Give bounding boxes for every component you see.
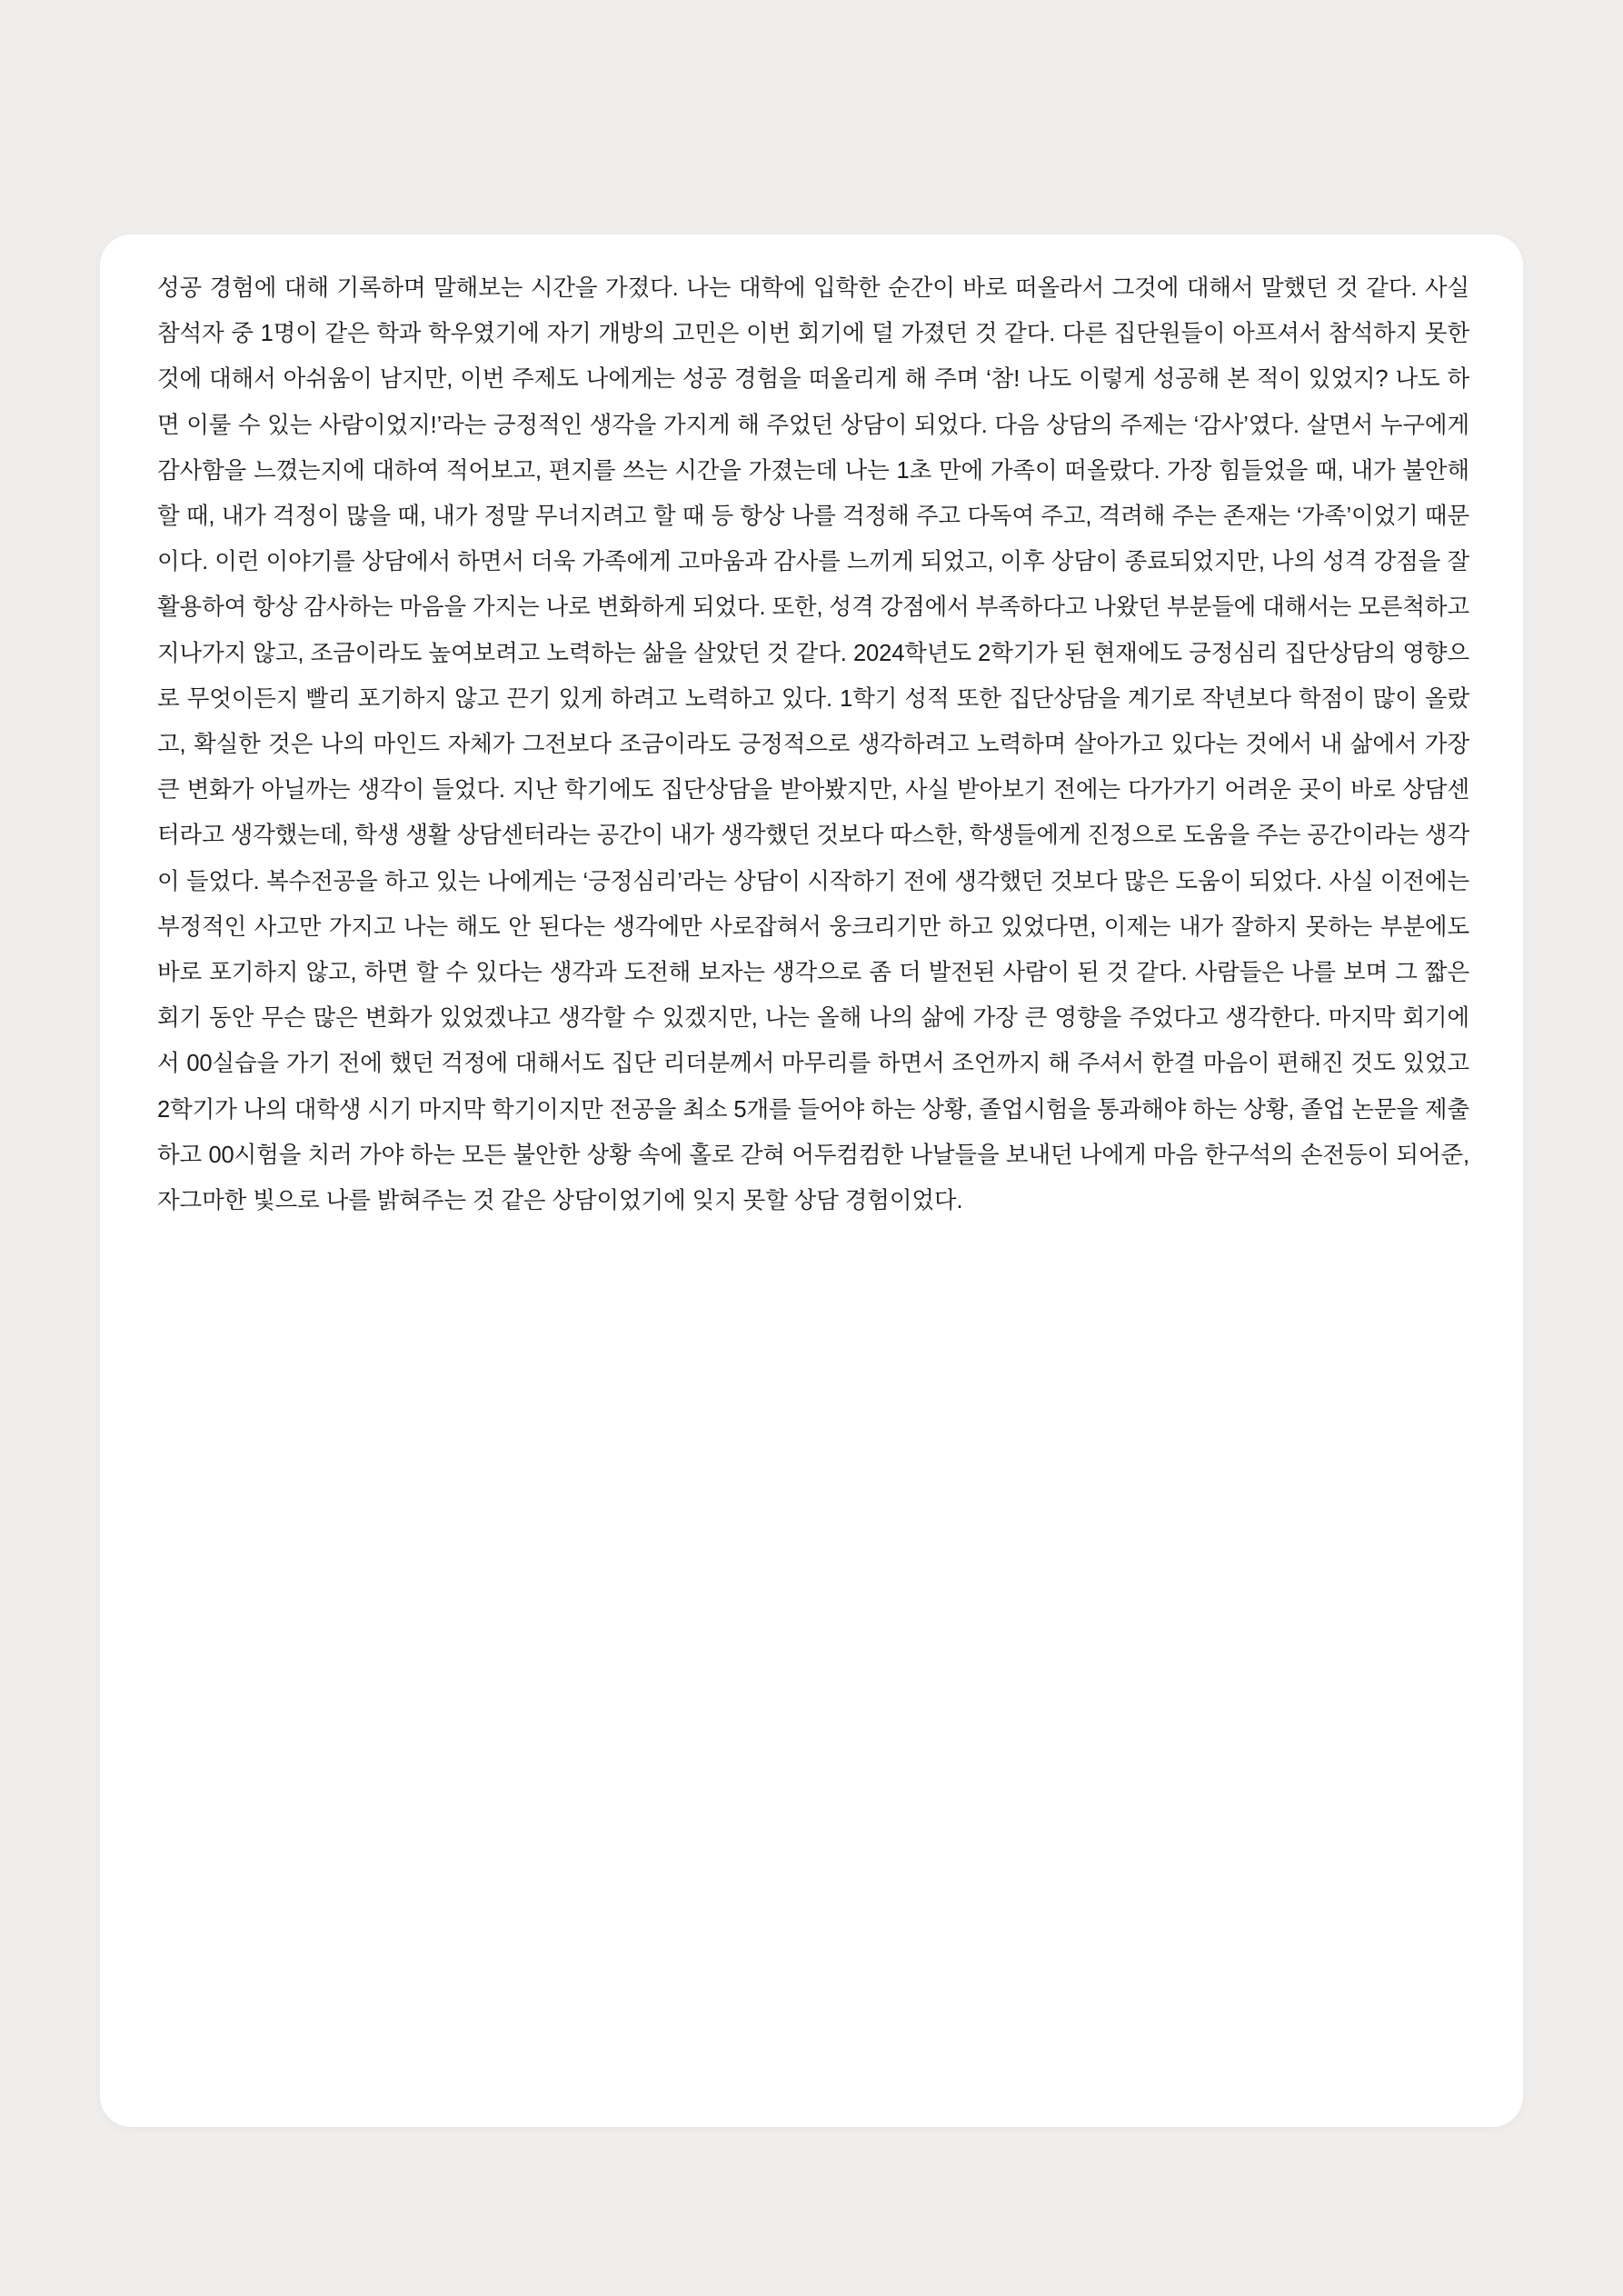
document-text-block [157, 265, 1469, 1223]
document-paragraph: 성공 경험에 대해 기록하며 말해보는 시간을 가졌다. 나는 대학에 입학한 순간이 바로 떠올라서 그것에 대해서 말했던 것 같다. 사실 참석자 중 1명이 같은 학과 학우였기에 자기 개방의 고민은 이번 회기에 덜 가졌던 것 같다. 다른 집단원들이 아프셔서 참석하지 못한 것에 대해서 아쉬움이 남지만, 이번 주제도 나에게는 성공 경험을 떠올리게 해 주며 ‘참! 나도 이렇게 성공해 본 적이 있었지? 나도 하면 이룰 수 있는 사람이었지!’라는 긍정적인 생각을 가지게 해 주었던 상담이 되었다. 다음 상담의 주제는 ‘감사’였다. 살면서 누구에게 감사함을 느꼈는지에 대하여 적어보고, 편지를 쓰는 시간을 가졌는데 나는 1초 만에 가족이 떠올랐다. 가장 힘들었을 때, 내가 불안해할 때, 내가 걱정이 많을 때, 내가 정말 무너지려고 할 때 등 항상 나를 걱정해 주고 다독여 주고, 격려해 주는 존재는 ‘가족’이었기 때문이다. 이런 이야기를 상담에서 하면서 더욱 가족에게 고마움과 감사를 느끼게 되었고, 이후 상담이 종료되었지만, 나의 성격 강점을 잘 활용하여 항상 감사하는 마음을 가지는 나로 변화하게 되었다. 또한, 성격 강점에서 부족하다고 나왔던 부분들에 대해서는 모른척하고 지나가지 않고, 조금이라도 높여보려고 노력하는 삶을 살았던 것 같다. 2024학년도 2학기가 된 현재에도 긍정심리 집단상담의 영향으로 무엇이든지 빨리 포기하지 않고 끈기 있게 하려고 노력하고 있다. 1학기 성적 또한 집단상담을 계기로 작년보다 학점이 많이 올랐고, 확실한 것은 나의 마인드 자체가 그전보다 조금이라도 긍정적으로 생각하려고 노력하며 살아가고 있다는 것에서 내 삶에서 가장 큰 변화가 아닐까는 생각이 들었다. 지난 학기에도 집단상담을 받아봤지만, 사실 받아보기 전에는 다가가기 어려운 곳이 바로 상담센터라고 생각했는데, 학생 생활 상담센터라는 공간이 내가 생각했던 것보다 따스한, 학생들에게 진정으로 도움을 주는 공간이라는 생각이 들었다. 복수전공을 하고 있는 나에게는 ‘긍정심리’라는 상담이 시작하기 전에 생각했던 것보다 많은 도움이 되었다. 사실 이전에는 부정적인 사고만 가지고 나는 해도 안 된다는 생각에만 사로잡혀서 웅크리기만 하고 있었다면, 이제는 내가 잘하지 못하는 부분에도 바로 포기하지 않고, 하면 할 수 있다는 생각과 도전해 보자는 생각으로 좀 더 발전된 사람이 된 것 같다. 사람들은 나를 보며 그 짧은 회기 동안 무슨 많은 변화가 있었겠냐고 생각할 수 있겠지만, 나는 올해 나의 삶에 가장 큰 영향을 주었다고 생각한다. 마지막 회기에서 00실습을 가기 전에 했던 걱정에 대해서도 집단 리더분께서 마무리를 하면서 조언까지 해 주셔서 한결 마음이 편해진 것도 있었고 2학기가 나의 대학생 시기 마지막 학기이지만 전공을 최소 5개를 들어야 하는 상황, 졸업시험을 통과해야 하는 상황, 졸업 논문을 제출하고 00시험을 치러 가야 하는 모든 불안한 상황 속에 홀로 갇혀 어두컴컴한 나날들을 보내던 나에게 마음 한구석의 손전등이 되어준, 자그마한 빛으로 나를 밝혀주는 것 같은 상담이었기에 잊지 못할 상담 경험이었다. [157, 275, 1469, 1214]
document-page [100, 235, 1523, 2127]
